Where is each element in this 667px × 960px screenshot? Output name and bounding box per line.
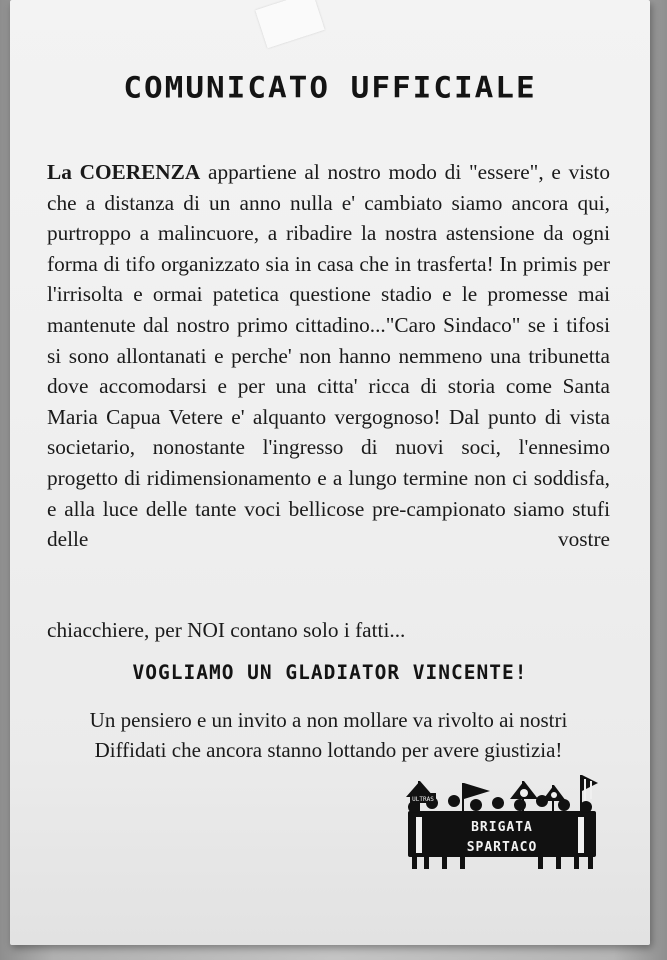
notice-title: COMUNICATO UFFICIALE — [123, 70, 537, 106]
notice-body — [47, 157, 610, 555]
banner-text: ULTRAS — [412, 796, 434, 803]
closing-line-2: Diffidati che ancora stanno lottando per avere giustizia! — [94, 738, 563, 762]
closing-message — [47, 705, 610, 765]
notice-body-last-line — [47, 615, 610, 646]
notice-motto: VOGLIAMO UN GLADIATOR VINCENTE! — [132, 661, 528, 684]
tape-strip — [255, 0, 324, 48]
body-text-main: appartiene al nostro modo di "essere", e visto che a distanza di un anno nulla e' cambiato siamo ancora qui, purtroppo a malincuore, a ribadire la nostra astensione da ogni forma di tifo organizzato sia in casa che in trasferta! In primis per l'irrisolta e ormai patetica questione stadio e le promesse mai mantenute dal nostro primo cittadino..."Caro Sindaco" se i tifosi si sono allontanati e perche' non hanno nemmeno una tribunetta dove accomodarsi e per una citta' ricca di storia come Santa Maria Capua Vetere e' alquanto vergognoso! Dal punto di vista societario, nonostante l'ingresso di nuovi soci, l'ennesimo progetto di ridimensionamento e a lungo termine non ci soddisfa, e alla luce delle tante voci bellicose pre-campionato siamo stufi delle vostre — [47, 160, 610, 552]
notice-sheet — [10, 0, 650, 945]
body-bold-lead: La COERENZA — [47, 160, 201, 184]
closing-line-1: Un pensiero e un invito a non mollare va rivolto ai nostri — [89, 708, 568, 732]
brigata-spartaco-logo — [402, 773, 602, 873]
body-text-end: chiacchiere, per NOI contano solo i fatti... — [47, 618, 406, 642]
logo-line-2: SPARTACO — [466, 840, 538, 855]
logo-line-1: BRIGATA — [471, 820, 533, 835]
